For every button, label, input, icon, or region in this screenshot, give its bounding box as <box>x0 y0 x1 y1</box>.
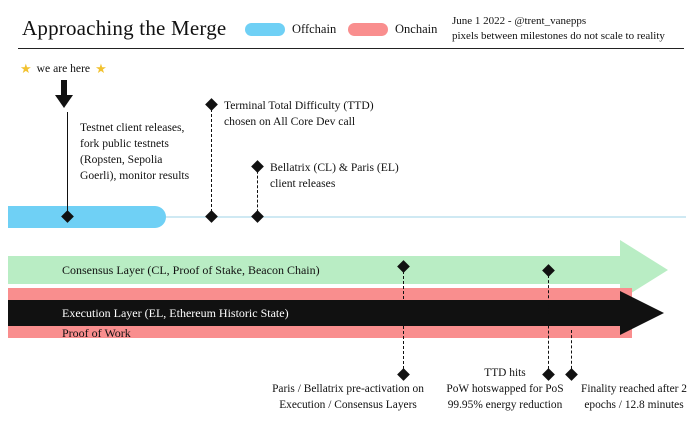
byline-date-author: June 1 2022 - @trent_vanepps <box>452 15 587 27</box>
legend-label-offchain: Offchain <box>292 22 337 36</box>
note-testnet-releases <box>80 120 189 184</box>
legend-swatch-offchain <box>245 23 285 36</box>
note-line: epochs / 12.8 minutes <box>584 399 684 411</box>
byline <box>452 14 665 44</box>
note-line: Finality reached after 2 <box>581 383 687 395</box>
milestone-diamond-ttd-chosen-top <box>205 98 218 111</box>
offchain-bar <box>8 206 166 228</box>
note-finality <box>570 381 698 413</box>
legend-item-offchain <box>245 22 336 37</box>
milestone-line-testnet <box>67 112 68 217</box>
milestone-line-preactivation <box>403 266 404 374</box>
note-line: Testnet client releases, <box>80 121 185 134</box>
note-line: PoW hotswapped for PoS <box>446 383 564 395</box>
offchain-timeline-line <box>166 216 686 218</box>
page-title: Approaching the Merge <box>22 16 227 40</box>
legend-swatch-onchain <box>348 23 388 36</box>
milestone-diamond-client-releases-top <box>251 160 264 173</box>
note-line: Bellatrix (CL) & Paris (EL) <box>270 161 399 174</box>
note-line: TTD hits <box>484 367 526 379</box>
consensus-layer-label: Consensus Layer (CL, Proof of Stake, Beacon Chain) <box>62 263 320 277</box>
note-ttd-chosen <box>224 98 374 130</box>
star-icon: ★ <box>20 61 32 76</box>
note-line: (Ropsten, Sepolia <box>80 153 163 166</box>
note-line: Execution / Consensus Layers <box>279 399 417 411</box>
we-are-here-marker <box>20 62 107 75</box>
note-line: Paris / Bellatrix pre-activation on <box>272 383 424 395</box>
note-client-releases <box>270 160 399 192</box>
milestone-diamond-client-releases-bottom <box>251 210 264 223</box>
legend-item-onchain <box>348 22 437 37</box>
execution-layer-label: Execution Layer (EL, Ethereum Historic State) <box>62 306 289 320</box>
milestone-line-ttd-hits <box>548 270 549 374</box>
proof-of-work-label: Proof of Work <box>62 326 131 340</box>
note-line: chosen on All Core Dev call <box>224 115 356 128</box>
header-divider <box>18 48 684 49</box>
byline-disclaimer: pixels between milestones do not scale to reality <box>452 30 665 42</box>
note-line: 99.95% energy reduction <box>447 399 563 411</box>
milestone-diamond-ttd-chosen-bottom <box>205 210 218 223</box>
down-arrow-icon <box>55 80 73 108</box>
legend-label-onchain: Onchain <box>395 22 438 36</box>
milestone-line-ttd-chosen <box>211 104 212 217</box>
note-line: Goerli), monitor results <box>80 169 190 182</box>
milestone-diamond-preactivation-bottom <box>397 368 410 381</box>
note-line: client releases <box>270 177 336 190</box>
merge-black-arrowhead <box>620 291 664 335</box>
note-line: Terminal Total Difficulty (TTD) <box>224 99 374 112</box>
we-are-here-label: we are here <box>36 62 91 75</box>
note-line: fork public testnets <box>80 137 169 150</box>
star-icon: ★ <box>95 61 107 76</box>
